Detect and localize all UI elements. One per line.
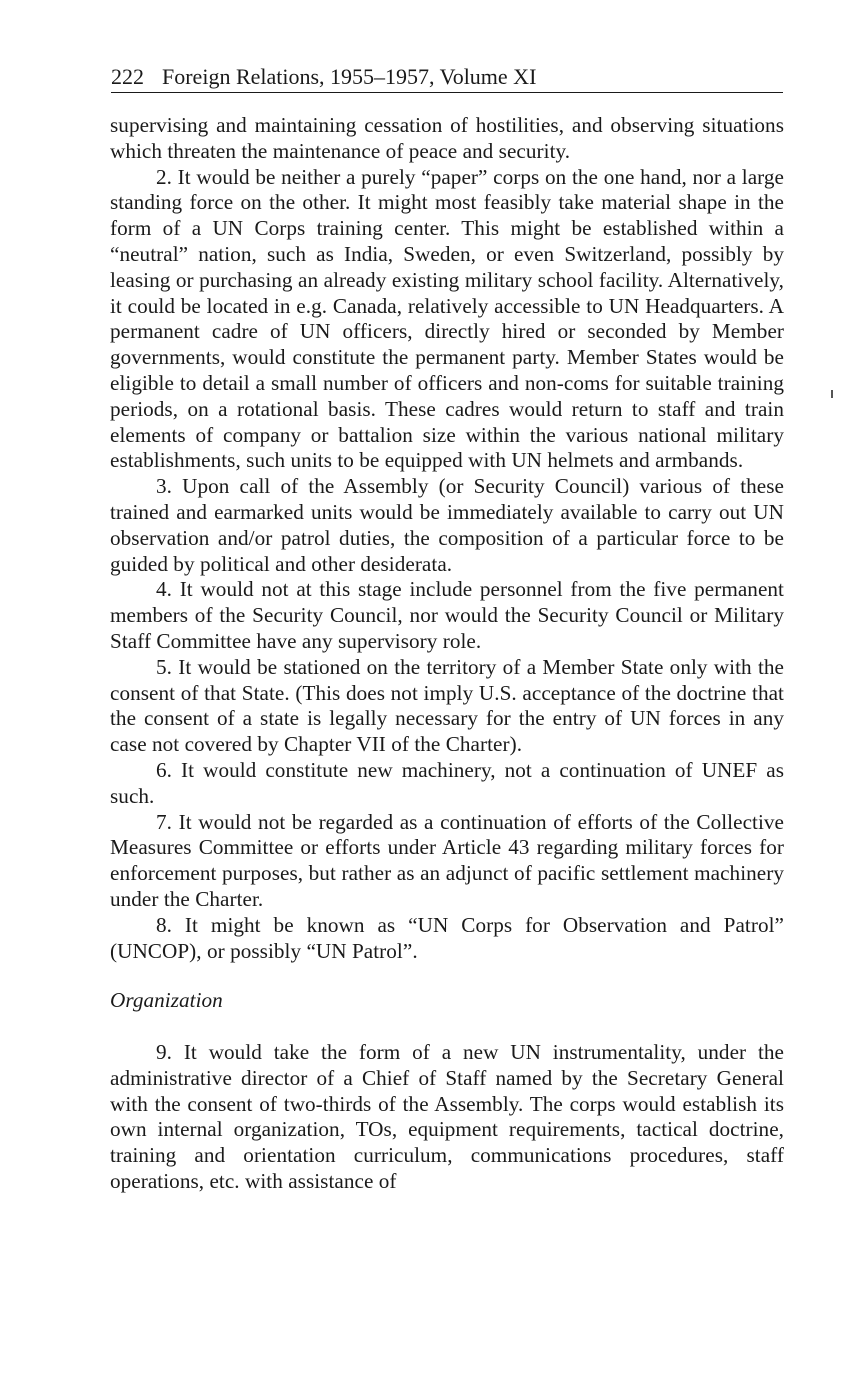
paragraph-2: 2. It would be neither a purely “paper” corps on the one hand, nor a large standing force on the other. It might most feasibly take material shape in the form of a UN Corps training center. This might be established within a “neutral” nation, such as India, Sweden, or even Switzerland, possibly by leasing or purchasing an already existing military school facility. Alternatively, it could be located in e.g. Canada, relatively accessible to UN Headquarters. A permanent cadre of UN officers, directly hired or seconded by Member governments, would constitute the permanent party. Member States would be eligible to detail a small number of officers and non-coms for suitable training periods, on a rotational basis. These cadres would return to staff and train elements of company or battalion size within the various national military establishments, such units to be equipped with UN helmets and armbands. [110, 164, 784, 473]
running-header [111, 62, 783, 93]
margin-mark [831, 390, 833, 398]
page-number: 222 [111, 64, 144, 89]
paragraph-8: 8. It might be known as “UN Corps for Observation and Patrol” (UNCOP), or possibly “UN Patrol”. [110, 912, 784, 963]
paragraph-9: 9. It would take the form of a new UN instrumentality, under the administrative director of a Chief of Staff named by the Secretary General with the consent of two-thirds of the Assembly. The corps would establish its own internal organization, TOs, equipment requirements, tactical doctrine, training and orientation curriculum, communications procedures, staff operations, etc. with assistance of [110, 1040, 784, 1194]
paragraph-continuation: supervising and maintaining cessation of hostilities, and observing situations which threaten the maintenance of peace and security. [110, 113, 784, 163]
paragraph-6: 6. It would constitute new machinery, not a continuation of UNEF as such. [110, 757, 784, 808]
paragraph-7: 7. It would not be regarded as a continuation of efforts of the Collective Measures Committee or efforts under Article 43 regarding military forces for enforcement purposes, but rather as an adjunct of pacific settlement machinery under the Charter. [110, 809, 784, 911]
section-heading: Organization [110, 988, 223, 1013]
paragraph-4: 4. It would not at this stage include personnel from the five permanent members of the Security Council, nor would the Security Council or Military Staff Committee have any supervisory role. [110, 577, 784, 653]
paragraph-3: 3. Upon call of the Assembly (or Security Council) various of these trained and earmarked units would be immediately available to carry out UN observation and/or patrol duties, the composition of a particular force to be guided by political and other desiderata. [110, 474, 784, 576]
body-text [110, 113, 784, 1195]
running-title: Foreign Relations, 1955–1957, Volume XI [162, 64, 537, 89]
paragraph-5: 5. It would be stationed on the territory of a Member State only with the consent of that State. (This does not imply U.S. acceptance of the doctrine that the consent of a state is legally necessary for the entry of UN forces in any case not covered by Chapter VII of the Charter). [110, 654, 784, 757]
